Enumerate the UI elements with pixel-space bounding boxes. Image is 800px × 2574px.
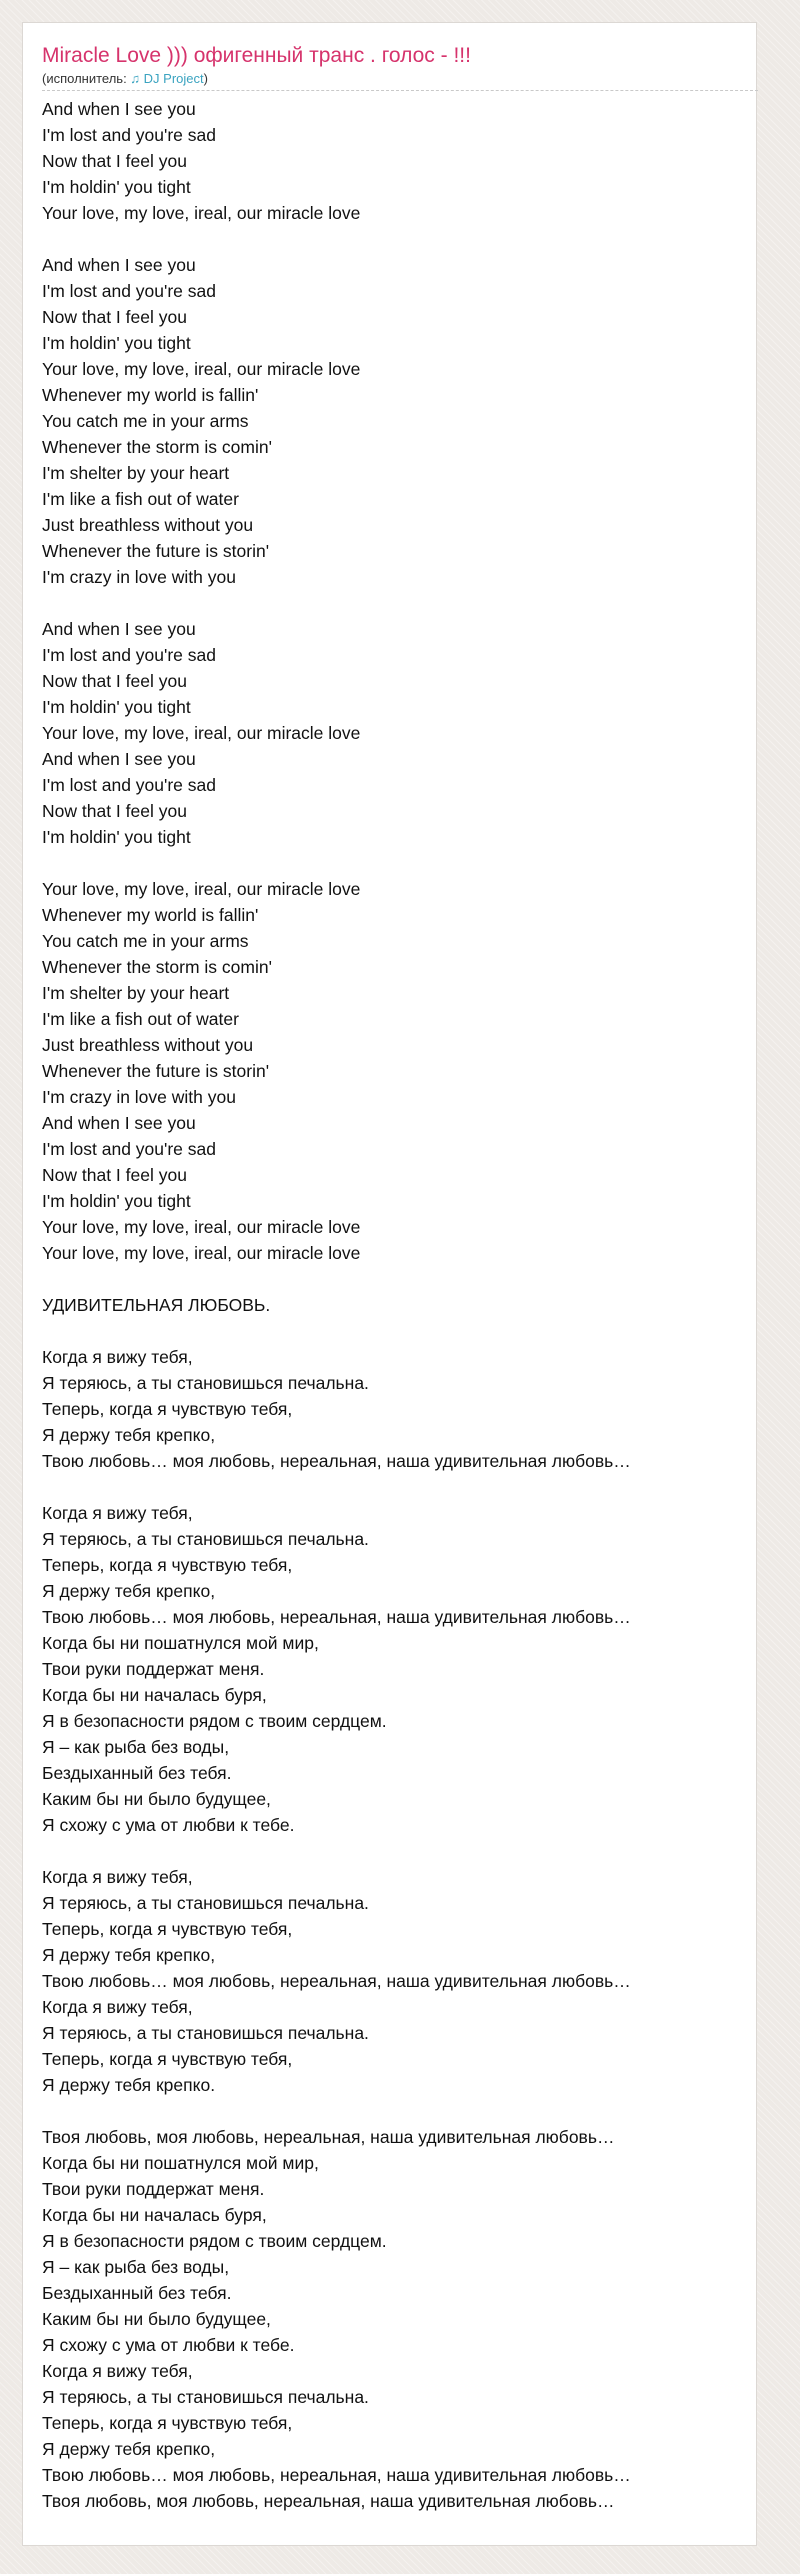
lyric-line: Now that I feel you: [42, 671, 187, 691]
lyric-line: You catch me in your arms: [42, 931, 249, 951]
lyric-line: Я держу тебя крепко.: [42, 2075, 216, 2095]
lyric-line: Когда бы ни началась буря,: [42, 2205, 267, 2225]
stanza-break: [42, 1318, 756, 1344]
lyric-line: Когда я вижу тебя,: [42, 1347, 193, 1367]
stanza-break: [42, 226, 756, 252]
lyric-line: Now that I feel you: [42, 307, 187, 327]
lyric-line: I'm holdin' you tight: [42, 697, 191, 717]
lyric-line: I'm shelter by your heart: [42, 463, 230, 483]
lyric-line: Я теряюсь, а ты становишься печальна.: [42, 2023, 369, 2043]
lyric-line: Я теряюсь, а ты становишься печальна.: [42, 2387, 369, 2407]
lyric-line: I'm holdin' you tight: [42, 827, 191, 847]
lyric-line: Your love, my love, ireal, our miracle love: [42, 203, 361, 223]
lyric-line: Я держу тебя крепко,: [42, 1425, 216, 1445]
lyric-line: Я в безопасности рядом с твоим сердцем.: [42, 1711, 387, 1731]
lyrics-card: [22, 22, 757, 2546]
lyric-line: Теперь, когда я чувствую тебя,: [42, 2049, 293, 2069]
lyric-line: Теперь, когда я чувствую тебя,: [42, 1919, 293, 1939]
lyric-line: Now that I feel you: [42, 1165, 187, 1185]
lyric-line: I'm lost and you're sad: [42, 645, 216, 665]
artist-name: DJ Project: [143, 71, 204, 86]
lyric-line: Your love, my love, ireal, our miracle love: [42, 359, 361, 379]
lyric-line: Твои руки поддержат меня.: [42, 2179, 265, 2199]
lyric-line: Я держу тебя крепко,: [42, 1945, 216, 1965]
stanza-break: [42, 1266, 756, 1292]
lyric-line: I'm lost and you're sad: [42, 125, 216, 145]
performer-prefix: (исполнитель:: [42, 71, 131, 86]
music-note-icon: ♫: [130, 71, 141, 86]
lyric-line: Когда бы ни началась буря,: [42, 1685, 267, 1705]
lyric-line: Your love, my love, ireal, our miracle love: [42, 879, 361, 899]
lyric-line: And when I see you: [42, 99, 196, 119]
lyric-line: I'm lost and you're sad: [42, 281, 216, 301]
stanza-break: [42, 1838, 756, 1864]
stanza-break: [42, 1474, 756, 1500]
lyric-line: I'm holdin' you tight: [42, 177, 191, 197]
lyric-line: Your love, my love, ireal, our miracle love: [42, 1243, 361, 1263]
lyric-line: Когда бы ни пошатнулся мой мир,: [42, 2153, 319, 2173]
stanza-break: [42, 850, 756, 876]
lyric-line: Я схожу с ума от любви к тебе.: [42, 1815, 295, 1835]
lyric-line: Your love, my love, ireal, our miracle love: [42, 1217, 361, 1237]
lyric-line: Когда я вижу тебя,: [42, 1997, 193, 2017]
lyric-line: Теперь, когда я чувствую тебя,: [42, 2413, 293, 2433]
lyric-line: I'm lost and you're sad: [42, 1139, 216, 1159]
lyric-line: Каким бы ни было будущее,: [42, 2309, 271, 2329]
lyric-line: Whenever my world is fallin': [42, 905, 259, 925]
lyric-line: I'm holdin' you tight: [42, 333, 191, 353]
lyric-line: Whenever the future is storin': [42, 1061, 270, 1081]
lyric-line: I'm lost and you're sad: [42, 775, 216, 795]
lyric-line: Whenever my world is fallin': [42, 385, 259, 405]
lyric-line: Когда я вижу тебя,: [42, 1867, 193, 1887]
lyric-line: Just breathless without you: [42, 515, 254, 535]
lyric-line: Я теряюсь, а ты становишься печальна.: [42, 1529, 369, 1549]
lyric-line: Now that I feel you: [42, 801, 187, 821]
lyric-line: I'm like a fish out of water: [42, 1009, 239, 1029]
lyric-line: Я – как рыба без воды,: [42, 1737, 230, 1757]
lyric-line: And when I see you: [42, 749, 196, 769]
lyric-line: I'm crazy in love with you: [42, 567, 236, 587]
lyric-line: Я держу тебя крепко,: [42, 1581, 216, 1601]
lyric-line: And when I see you: [42, 255, 196, 275]
lyric-line: УДИВИТЕЛЬНАЯ ЛЮБОВЬ.: [42, 1295, 271, 1315]
stanza-break: [42, 590, 756, 616]
lyrics-body: [42, 96, 756, 2514]
lyric-line: Я теряюсь, а ты становишься печальна.: [42, 1373, 369, 1393]
lyric-line: Теперь, когда я чувствую тебя,: [42, 1555, 293, 1575]
lyric-line: You catch me in your arms: [42, 411, 249, 431]
lyric-line: Whenever the storm is comin': [42, 437, 272, 457]
lyric-line: Твою любовь… моя любовь, нереальная, наша удивительная любовь…: [42, 1451, 631, 1471]
lyric-line: Твоя любовь, моя любовь, нереальная, наша удивительная любовь…: [42, 2127, 615, 2147]
lyric-line: Твои руки поддержат меня.: [42, 1659, 265, 1679]
lyric-line: Just breathless without you: [42, 1035, 254, 1055]
performer-suffix: ): [203, 71, 208, 86]
lyric-line: Я в безопасности рядом с твоим сердцем.: [42, 2231, 387, 2251]
lyric-line: Твою любовь… моя любовь, нереальная, наша удивительная любовь…: [42, 1607, 631, 1627]
lyric-line: Now that I feel you: [42, 151, 187, 171]
lyric-line: Когда бы ни пошатнулся мой мир,: [42, 1633, 319, 1653]
lyric-line: Я схожу с ума от любви к тебе.: [42, 2335, 295, 2355]
lyric-line: I'm holdin' you tight: [42, 1191, 191, 1211]
lyric-line: Когда я вижу тебя,: [42, 1503, 193, 1523]
lyric-line: Твою любовь… моя любовь, нереальная, наша удивительная любовь…: [42, 2465, 631, 2485]
lyric-line: I'm crazy in love with you: [42, 1087, 236, 1107]
lyric-line: And when I see you: [42, 619, 196, 639]
lyric-line: Whenever the future is storin': [42, 541, 270, 561]
lyric-line: Твою любовь… моя любовь, нереальная, наша удивительная любовь…: [42, 1971, 631, 1991]
lyric-line: Твоя любовь, моя любовь, нереальная, наша удивительная любовь…: [42, 2491, 615, 2511]
stanza-break: [42, 2098, 756, 2124]
performer-line: [42, 71, 758, 91]
lyric-line: Бездыханный без тебя.: [42, 2283, 232, 2303]
lyric-line: Когда я вижу тебя,: [42, 2361, 193, 2381]
lyric-line: Я теряюсь, а ты становишься печальна.: [42, 1893, 369, 1913]
lyric-line: Whenever the storm is comin': [42, 957, 272, 977]
lyric-line: Я держу тебя крепко,: [42, 2439, 216, 2459]
song-title: Miracle Love ))) офигенный транс . голос - !!!: [42, 44, 471, 67]
lyric-line: Бездыханный без тебя.: [42, 1763, 232, 1783]
lyric-line: I'm shelter by your heart: [42, 983, 230, 1003]
lyric-line: I'm like a fish out of water: [42, 489, 239, 509]
artist-link[interactable]: [130, 71, 203, 86]
lyric-line: Каким бы ни было будущее,: [42, 1789, 271, 1809]
lyric-line: Я – как рыба без воды,: [42, 2257, 230, 2277]
lyric-line: Теперь, когда я чувствую тебя,: [42, 1399, 293, 1419]
lyric-line: And when I see you: [42, 1113, 196, 1133]
lyric-line: Your love, my love, ireal, our miracle love: [42, 723, 361, 743]
